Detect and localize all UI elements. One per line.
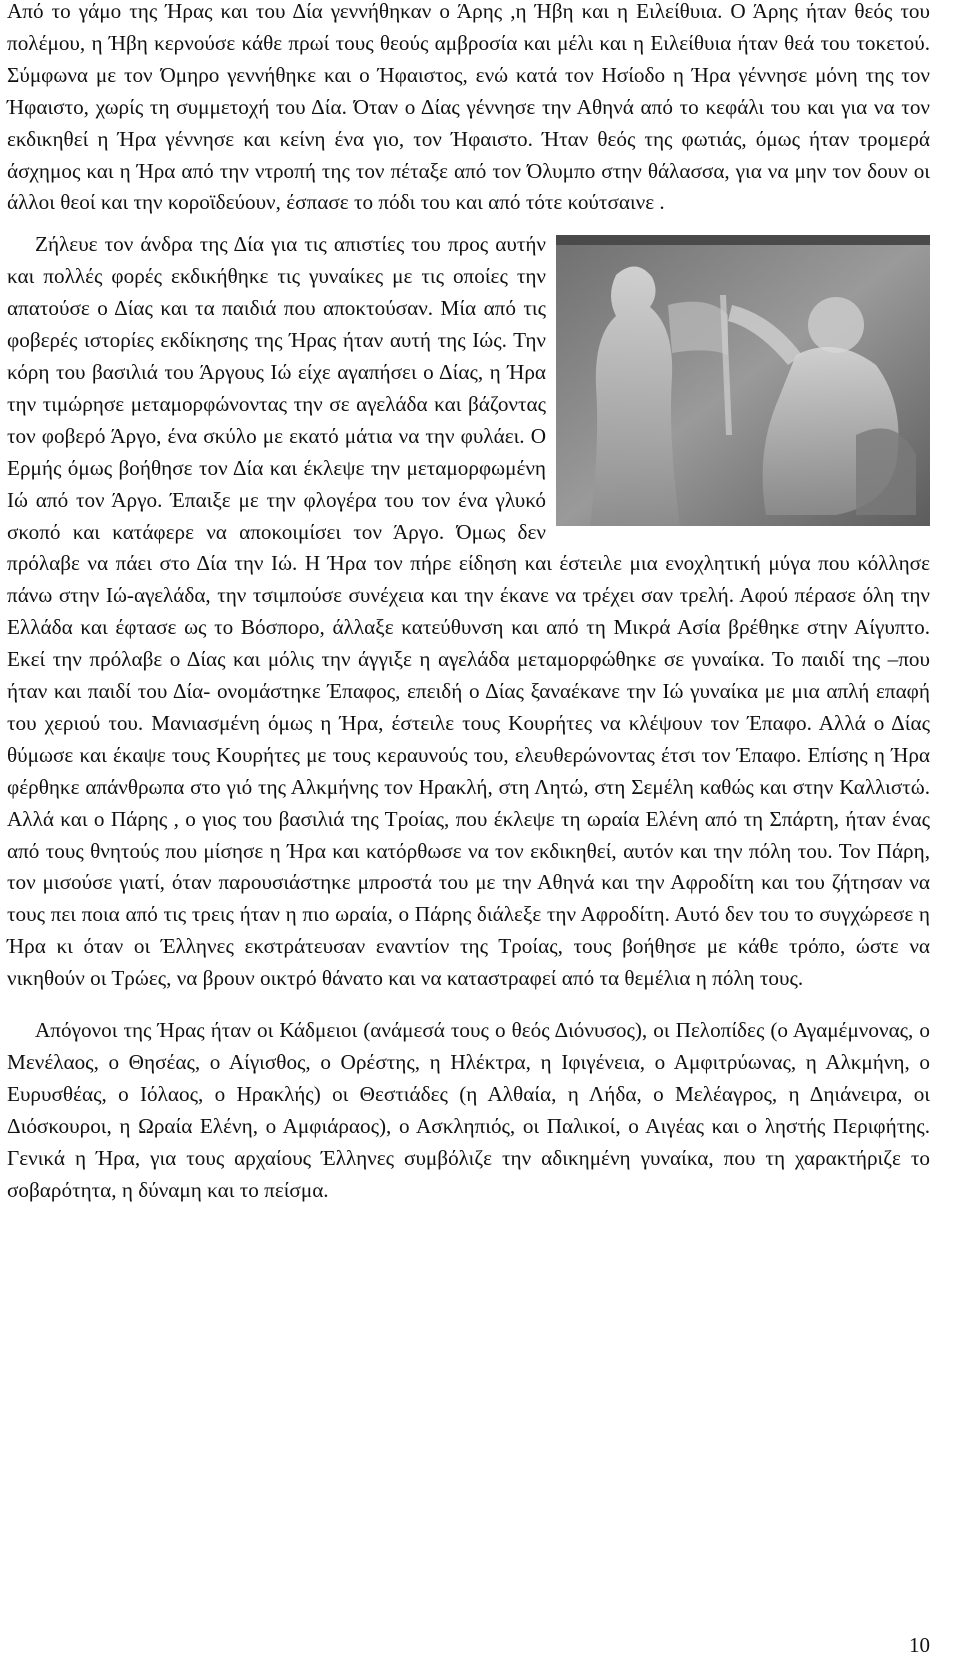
paragraph-2 (7, 229, 930, 995)
paragraph-2-text: Ζήλευε τον άνδρα της Δία για τις απιστίες του προς αυτήν και πολλές φορές εκδικήθηκε τις γυναίκες με τις οποίες την απατούσε ο Δίας και τα παιδιά που αποκτούσαν. Μία από τις φοβερές ιστορίες εκδίκησης της Ήρας ήταν αυτή της Ιώς. Την κόρη του βασιλιά του Άργους Ιώ είχε αγαπήσει ο Δίας, η Ήρα την τιμώρησε μεταμορφώνοντας την σε αγελάδα και βάζοντας τον φοβερό Άργο, ένα σκύλο με εκατό μάτια να την φυλάει. Ο Ερμής όμως βοήθησε τον Δία και έκλεψε την μεταμορφωμένη Ιώ από τον Άργο. Έπαιξε με την φλογέρα του τον ένα γλυκό σκοπό και κατάφερε να αποκοιμίσει τον Άργο. Όμως δεν πρόλαβε να πάει στο Δία την Ιώ. Η Ήρα τον πήρε είδηση και έστειλε μια ενοχλητική μύγα που κόλλησε πάνω στην Ιώ-αγελάδα, την τσιμπούσε συνέχεια και την έκανε να τρέχει σαν τρελή. Αφού πέρασε όλη την Ελλάδα και έφτασε ως το Βόσπορο, άλλαξε κατεύθυνση και από τη Μικρά Ασία βρέθηκε στην Αίγυπτο. Εκεί την πρόλαβε ο Δίας και μόλις την άγγιξε η αγελάδα μεταμορφώθηκε σε γυναίκα. Το παιδί της –που ήταν και παιδί του Δία- ονομάστηκε Έπαφος, επειδή ο Δίας ξαναέκανε την Ιώ γυναίκα με μια απλή επαφή του χεριού του. Μανιασμένη όμως η Ήρα, έστειλε τους Κουρήτες να κλέψουν τον Έπαφο. Αλλά ο Δίας θύμωσε και έκαψε τους Κουρήτες με τους κεραυνούς του, ελευθερώνοντας έτσι τον Έπαφο. Επίσης η Ήρα φέρθηκε απάνθρωπα στο γιό της Αλκμήνης τον Ηρακλή, στη Λητώ, στη Σεμέλη καθώς και στην Καλλιστώ. Αλλά και ο Πάρης , ο γιος του βασιλιά της Τροίας, που έκλεψε τη ωραία Ελένη από τη Σπάρτη, ήταν ένας από τους θνητούς που μίσησε η Ήρα και κατόρθωσε να τον εκδικηθεί, αυτόν και την πόλη του. Τον Πάρη, τον μισούσε γιατί, όταν παρουσιάστηκε μπροστά του με την Αθηνά και την Αφροδίτη και του ζήτησαν να τους πει ποια από τις τρεις ήταν η πιο ωραία, ο Πάρης διάλεξε την Αφροδίτη. Αυτό δεν του το συγχώρεσε η Ήρα κι όταν οι Έλληνες εκστράτευσαν εναντίον της Τροίας, τους βοήθησε με κάθε τρόπο, ώστε να νικηθούν οι Τρώες, να βρουν οικτρό θάνατο και να καταστραφεί από τα θεμέλια η πόλη τους. (7, 232, 930, 991)
paragraph-1: Από το γάμο της Ήρας και του Δία γεννήθηκαν ο Άρης ,η Ήβη και η Ειλείθυια. Ο Άρης ήταν θεός του πολέμου, η Ήβη κερνούσε κάθε πρωί τους θεούς αμβροσία και μέλι και η Ειλείθυια ήταν θεά του τοκετού. Σύμφωνα με τον Όμηρο γεννήθηκε και ο Ήφαιστος, ενώ κατά τον Ησίοδο η Ήρα γέννησε μόνη της τον Ήφαιστο, χωρίς τη συμμετοχή του Δία. Όταν ο Δίας γέννησε την Αθηνά από το κεφάλι του και για να τον εκδικηθεί η Ήρα γέννησε και κείνη ένα γιο, τον Ήφαιστο. Ήταν θεός της φωτιάς, όμως ήταν τρομερά άσχημος και η Ήρα από την ντροπή της τον πέταξε από τον Όλυμπο στην θάλασσα, για να μην τον δουν οι άλλοι θεοί και την κοροϊδεύουν, έσπασε το πόδι του και από τότε κούτσαινε . (7, 0, 930, 215)
page-number: 10 (909, 1633, 930, 1657)
paragraph-3: Απόγονοι της Ήρας ήταν οι Κάδμειοι (ανάμεσά τους ο θεός Διόνυσος), οι Πελοπίδες (ο Αγαμέμνονας, ο Μενέλαος, ο Θησέας, ο Αίγισθος, ο Ορέστης, η Ηλέκτρα, η Ιφιγένεια, ο Αμφιτρύωνας, η Αλκμήνη, ο Ευρυσθέας, ο Ιόλαος, ο Ηρακλής) οι Θεστιάδες (η Αλθαία, η Λήδα, ο Μελέαγρος, η Δηιάνειρα, οι Διόσκουροι, η Ωραία Ελένη, ο Αμφιάραος), ο Ασκληπιός, οι Παλικοί, ο Αιγέας και ο ληστής Περιφήτης. Γενικά η Ήρα, για τους αρχαίους Έλληνες συμβόλιζε την αδικημένη γυναίκα, που τη χαρακτήριζε το σοβαρότητα, η δύναμη και το πείσμα. (7, 1018, 930, 1202)
relief-sculpture-image (556, 235, 930, 526)
